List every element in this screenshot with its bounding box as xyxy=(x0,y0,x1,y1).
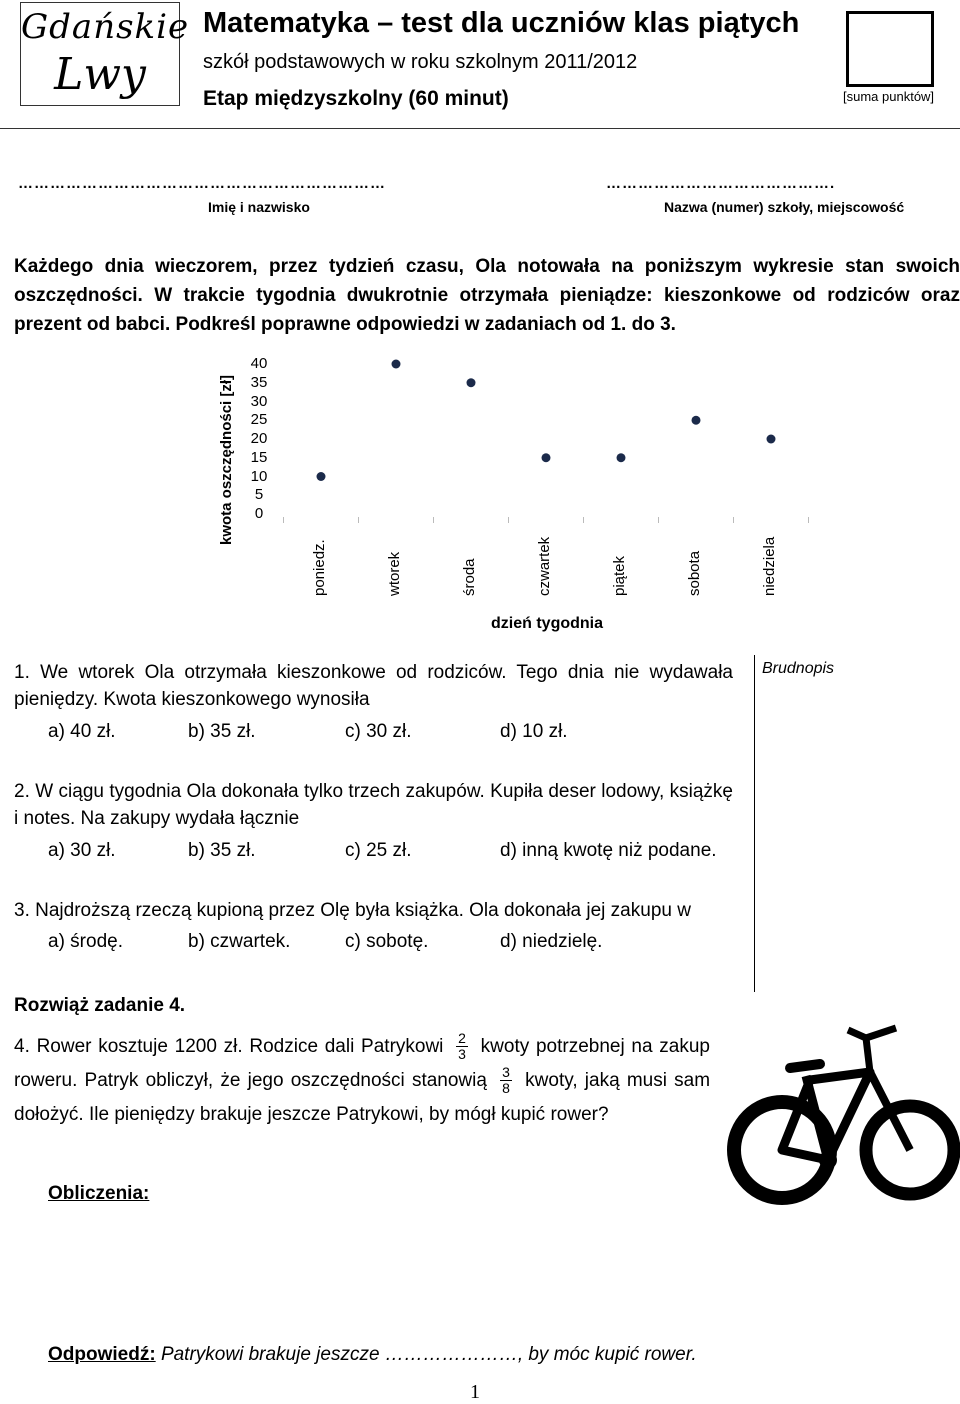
q2-option-a[interactable]: a) 30 zł. xyxy=(48,840,116,861)
draft-label: Brudnopis xyxy=(762,660,835,677)
q3-option-c[interactable]: c) sobotę. xyxy=(345,931,429,952)
answer-line xyxy=(48,1344,697,1366)
school-field[interactable]: ……………………………………. xyxy=(606,175,836,192)
data-point-6 xyxy=(767,435,776,444)
data-point-4 xyxy=(617,453,626,462)
y-tick-label: 0 xyxy=(254,505,264,522)
q2-option-d[interactable]: d) inną kwotę niż podane. xyxy=(500,840,717,861)
chart-ylabel: kwota oszczędności [zł] xyxy=(218,374,235,545)
y-tick-label: 5 xyxy=(254,486,264,504)
answer-label: Odpowiedź: xyxy=(48,1344,156,1365)
chart-xlabel: dzień tygodnia xyxy=(491,615,603,632)
question-3: 3. Najdroższą rzeczą kupioną przez Olę była książka. Ola dokonała jej zakupu w xyxy=(14,900,691,921)
fraction-two-thirds: $\frac{2}{3}$ xyxy=(458,1030,466,1063)
calc-label: Obliczenia: xyxy=(48,1183,150,1204)
data-point-5 xyxy=(692,416,701,425)
x-tick-label: poniedz. xyxy=(311,539,328,596)
y-tick-label: 35 xyxy=(250,373,268,391)
y-tick-label: 30 xyxy=(250,392,268,410)
y-tick-label: 20 xyxy=(250,430,268,447)
y-tick-label: 10 xyxy=(250,467,268,485)
bicycle-icon xyxy=(720,1010,960,1210)
q2-option-b[interactable]: b) 35 zł. xyxy=(188,840,256,861)
answer-text2: , by móc kupić rower. xyxy=(517,1344,697,1365)
q1-option-d[interactable]: d) 10 zł. xyxy=(500,721,568,742)
task4-part3: kwoty, jaką musi sam dołożyć. Ile pieniędzy brakuje jeszcze Patrykowi, by mógł kupić rower? xyxy=(14,1070,711,1125)
task4-part2: kwoty potrzebnej na zakup roweru. Patryk obliczył, że jego oszczędności stanowią xyxy=(14,1036,710,1091)
name-field[interactable]: …………………………………………………………… xyxy=(18,175,386,192)
task4-text xyxy=(14,1030,710,1132)
answer-text1: Patrykowi brakuje jeszcze xyxy=(160,1344,385,1365)
answer-field[interactable]: ………………… xyxy=(384,1344,518,1365)
x-tick-label: piątek xyxy=(611,555,628,596)
fraction-three-eighths: $\frac{3}{8}$ xyxy=(502,1064,510,1097)
logo-line2: Lwy xyxy=(54,49,146,100)
page-number: 1 xyxy=(470,1381,480,1403)
exam-stage: Etap międzyszkolny (60 minut) xyxy=(203,87,509,110)
question-1: 1. We wtorek Ola otrzymała kieszonkowe od rodziców. Tego dnia nie wydawała pieniędzy. Kwota kieszonkowego wynosiła xyxy=(14,662,733,710)
logo-line1: Gdańskie xyxy=(21,7,190,47)
page-subtitle: szkół podstawowych w roku szkolnym 2011/2012 xyxy=(203,51,638,73)
data-point-1 xyxy=(392,360,401,369)
data-point-2 xyxy=(467,378,476,387)
data-point-0 xyxy=(317,472,326,481)
x-tick-label: wtorek xyxy=(386,551,403,596)
task4-part1: 4. Rower kosztuje 1200 zł. Rodzice dali Patrykowi xyxy=(14,1036,444,1057)
draft-divider xyxy=(754,655,755,992)
q1-option-a[interactable]: a) 40 zł. xyxy=(48,721,116,742)
x-tick-label: sobota xyxy=(686,550,703,596)
task4-heading: Rozwiąż zadanie 4. xyxy=(14,995,186,1016)
name-label: Imię i nazwisko xyxy=(208,199,310,215)
q3-option-a[interactable]: a) środę. xyxy=(48,931,123,952)
y-tick-label: 40 xyxy=(250,355,268,372)
data-point-3 xyxy=(542,453,551,462)
q3-option-d[interactable]: d) niedzielę. xyxy=(500,931,603,952)
q1-option-b[interactable]: b) 35 zł. xyxy=(188,721,256,742)
x-tick-label: czwartek xyxy=(536,536,553,596)
x-tick-label: niedziela xyxy=(761,536,778,596)
intro-text: Każdego dnia wieczorem, przez tydzień czasu, Ola notowała na poniższym wykresie stan swoich oszczędności. W trakcie tygodnia dwukrotnie otrzymała pieniądze: kieszonkowe od rodziców oraz prezent od babci. Podkreśl poprawne odpowiedzi w zadaniach od 1. do 3. xyxy=(14,256,960,335)
school-label: Nazwa (numer) szkoły, miejscowość xyxy=(664,199,905,215)
y-tick-label: 25 xyxy=(250,411,268,429)
score-label: [suma punktów] xyxy=(843,89,935,104)
page-title: Matematyka – test dla uczniów klas piątych xyxy=(203,7,800,39)
question-2: 2. W ciągu tygodnia Ola dokonała tylko trzech zakupów. Kupiła deser lodowy, książkę i notes. Na zakupy wydała łącznie xyxy=(14,781,733,829)
q3-option-b[interactable]: b) czwartek. xyxy=(188,931,291,952)
q2-option-c[interactable]: c) 25 zł. xyxy=(345,840,412,861)
x-tick-label: środa xyxy=(461,558,478,596)
q1-option-c[interactable]: c) 30 zł. xyxy=(345,721,412,742)
y-tick-label: 15 xyxy=(250,448,268,466)
savings-chart xyxy=(0,0,960,640)
